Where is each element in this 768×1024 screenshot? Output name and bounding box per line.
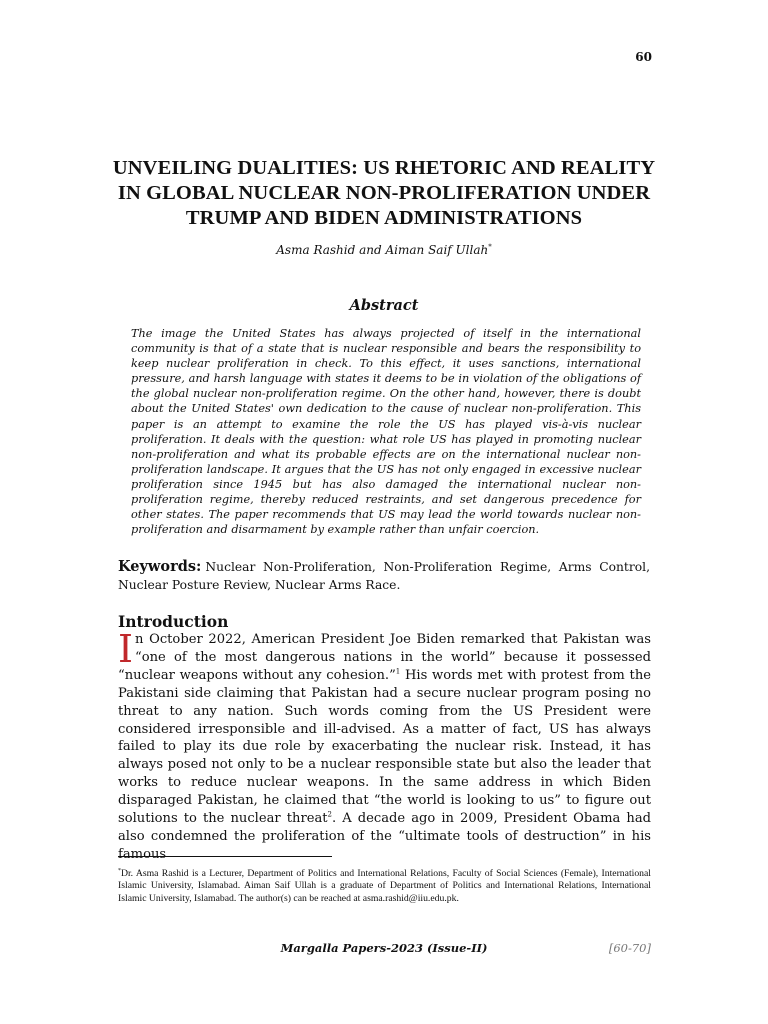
introduction-heading: Introduction [118, 612, 229, 631]
footnote-divider [118, 856, 332, 857]
footnote-marker: * [118, 868, 121, 874]
journal-footer: Margalla Papers-2023 (Issue-II) [280, 941, 488, 955]
page-range: [60-70] [608, 941, 651, 955]
author-footnote-marker: * [488, 243, 492, 251]
keywords-text: Nuclear Non-Proliferation, Non-Proliferation Regime, Arms Control, Nuclear Posture Review, Nuclear Arms Race. [118, 560, 650, 592]
abstract-heading: Abstract [349, 297, 419, 314]
keywords-label: Keywords: [118, 558, 202, 575]
page-number: 60 [635, 50, 652, 64]
intro-text-part3: . A decade ago in 2009, President Obama had also condemned the proliferation of the “ultimate tools of destruction” in his famous [118, 811, 652, 862]
abstract-body: The image the United States has always projected of itself in the international community is that of a state that is nuclear responsible and bears the responsibility to keep nuclear proliferation in check. To this effect, it uses sanctions, international pressure, and harsh language with states it deems to be in violation of the obligations of the global nuclear non-proliferation regime. On the other hand, however, there is doubt about the United States' own dedication to the cause of nuclear non-proliferation. This paper is an attempt to examine the role the US has played vis-à-vis nuclear proliferation. It deals with the question: what role US has played in promoting nuclear non-proliferation and what its probable effects are on the international nuclear non-proliferation landscape. It argues that the US has not only engaged in excessive nuclear proliferation since 1945 but has also damaged the international nuclear non-proliferation regime, thereby reduced restraints, and set dangerous precedence for other states. The paper recommends that US may lead the world towards nuclear non-proliferation and disarmament by example rather than unfair coercion. [131, 327, 641, 537]
footnote-ref-1: 1 [395, 667, 401, 676]
author-names: Asma Rashid and Aiman Saif Ullah [276, 243, 489, 257]
footnote-text: Dr. Asma Rashid is a Lecturer, Department of Politics and International Relations, Faculty of Social Sciences (Female), International Islamic University, Islamabad. Aiman Saif Ullah is a graduate of Department of Politics and International Relations, International Islamic University, Islamabad. The author(s) can be reached at asma.rashid@iiu.edu.pk. [118, 868, 651, 904]
intro-text-part1: n October 2022, American President Joe Biden remarked that Pakistan was “one of the most dangerous nations in the world” because it possessed “nuclear weapons without any cohesion.” [118, 632, 651, 683]
paper-title: UNVEILING DUALITIES: US RHETORIC AND REALITY IN GLOBAL NUCLEAR NON-PROLIFERATION UNDER TRUMP AND BIDEN ADMINISTRATIONS [112, 157, 656, 229]
authors [0, 243, 768, 257]
keywords-paragraph [118, 558, 650, 594]
author-footnote [118, 865, 651, 905]
introduction-body [118, 627, 652, 864]
intro-text-part2: His words met with protest from the Pakistani side claiming that Pakistan had a secure nuclear program posing no threat to any nation. Such words coming from the US President were considered irresponsible and ill-advised. As a matter of fact, US has always failed to play its due role by exacerbating the nuclear risk. Instead, it has always posed not only to be a nuclear responsible state but also the leader that works to reduce nuclear weapons. In the same address in which Biden disparaged Pakistan, he claimed that “the world is looking to us” to figure out solutions to the nuclear threat [118, 667, 652, 827]
footnote-ref-2: 2 [327, 810, 332, 819]
drop-cap: I [118, 627, 134, 671]
